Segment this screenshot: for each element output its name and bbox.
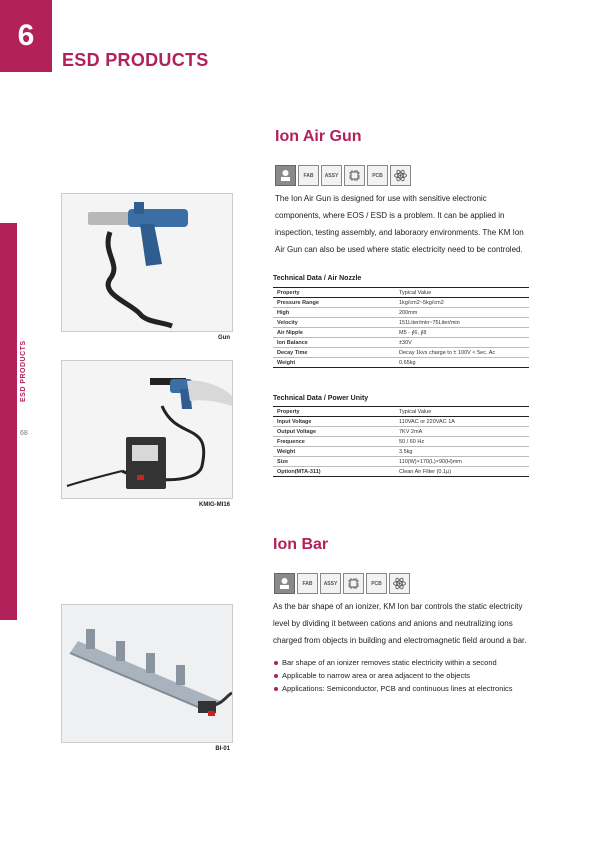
ion-bar-description: As the bar shape of an ionizer, KM Ion bar controls the static electricity level by dividing it between cations and anions and neutralizing ions charged from objects in building and electromagnetic field around a bar. <box>273 602 527 645</box>
table-header-cell: Property <box>273 407 395 417</box>
table-row <box>273 348 529 358</box>
table-header-cell: Property <box>273 288 395 298</box>
ion-air-gun-description: The Ion Air Gun is designed for use with sensitive electronic components, where EOS / ESD is a problem. It can be applied in inspection, testing assembly, and laboraory environments. The KM Ion Air Gun can also be used where static electricity need to be controled. <box>275 194 524 254</box>
section-title: ESD PRODUCTS <box>62 50 209 70</box>
table-cell: Output Voltage <box>273 427 395 437</box>
table-cell: 200mm <box>395 308 529 318</box>
assy-icon: ASSY <box>321 165 342 186</box>
table-cell: Option(MTA-311) <box>273 467 395 477</box>
list-item: Bar shape of an ionizer removes static electricity within a second <box>273 656 543 669</box>
atom-icon <box>390 165 411 186</box>
table-cell: Input Voltage <box>273 417 395 427</box>
table-row <box>273 427 529 437</box>
table-row <box>273 417 529 427</box>
table-cell: Weight <box>273 447 395 457</box>
table-row <box>273 318 529 328</box>
air-nozzle-table-title: Technical Data / Air Nozzle <box>273 275 362 282</box>
table-header-cell: Typical Value <box>395 288 529 298</box>
atom-icon <box>389 573 410 594</box>
table-row <box>273 328 529 338</box>
table-cell: Decay 1kvs charge to ± 100V < 5ec. Ac <box>395 348 529 358</box>
table-cell: 50 / 60 Hz <box>395 437 529 447</box>
table-cell: 0.65kg <box>395 358 529 368</box>
cleanroom-icon <box>275 165 296 186</box>
table-cell: ±30V <box>395 338 529 348</box>
table-cell: Decay Time <box>273 348 395 358</box>
fab-icon: FAB <box>297 573 318 594</box>
power-unity-table <box>273 406 529 477</box>
table-cell: Weight <box>273 358 395 368</box>
photo-caption-bi01: BI-01 <box>215 746 230 752</box>
side-accent-bar <box>0 223 17 620</box>
ion-air-gun-photo <box>61 193 233 332</box>
page-number: 68 <box>20 430 28 437</box>
photo-caption-gun: Gun <box>218 335 230 341</box>
table-cell: Clean Air Filter (0.1μ) <box>395 467 529 477</box>
table-cell: Pressure Range <box>273 298 395 308</box>
assy-icon: ASSY <box>320 573 341 594</box>
pcb-icon: PCB <box>366 573 387 594</box>
fab-icon: FAB <box>298 165 319 186</box>
chip-icon <box>344 165 365 186</box>
table-row <box>273 457 529 467</box>
photo-caption-kmig: KMIG-MI16 <box>198 502 230 508</box>
chapter-number-tab: 6 <box>0 0 52 72</box>
table-row <box>273 437 529 447</box>
table-header-row <box>273 407 529 417</box>
cleanroom-icon <box>274 573 295 594</box>
list-item: Applications: Semiconductor, PCB and continuous lines at electronics <box>273 682 543 695</box>
table-cell: Size <box>273 457 395 467</box>
table-row <box>273 308 529 318</box>
table-cell: Ion Balance <box>273 338 395 348</box>
table-cell: 110(W)×170(L)×90(H)mm <box>395 457 529 467</box>
table-cell: 3.5kg <box>395 447 529 457</box>
power-unity-table-title: Technical Data / Power Unity <box>273 395 369 402</box>
air-nozzle-table <box>273 287 529 368</box>
table-cell: 110VAC or 220VAC 1A <box>395 417 529 427</box>
ion-air-gun-cert-icons <box>275 165 411 186</box>
table-cell: High <box>273 308 395 318</box>
side-section-label: ESD PRODUCTS <box>20 340 27 402</box>
ion-bar-photo <box>61 604 233 743</box>
ion-air-gun-kit-photo <box>61 360 233 499</box>
table-header-cell: Typical Value <box>395 407 529 417</box>
table-row <box>273 338 529 348</box>
table-cell: M5 · ∮6, ∮8 <box>395 328 529 338</box>
ion-bar-title: Ion Bar <box>273 536 329 553</box>
table-row <box>273 298 529 308</box>
table-cell: Frequence <box>273 437 395 447</box>
table-row <box>273 358 529 368</box>
table-cell: 1kg/cm2~5kg/cm2 <box>395 298 529 308</box>
ion-bar-cert-icons <box>274 573 410 594</box>
table-header-row <box>273 288 529 298</box>
list-item: Applicable to narrow area or area adjacent to the objects <box>273 669 543 682</box>
ion-air-gun-title: Ion Air Gun <box>275 128 362 145</box>
table-row <box>273 447 529 457</box>
table-row <box>273 467 529 477</box>
table-cell: Velocity <box>273 318 395 328</box>
pcb-icon: PCB <box>367 165 388 186</box>
table-cell: Air Nipple <box>273 328 395 338</box>
chip-icon <box>343 573 364 594</box>
table-cell: 7KV 2mA <box>395 427 529 437</box>
table-cell: 151Liter/min~75Liter/min <box>395 318 529 328</box>
ion-bar-feature-list <box>273 656 543 695</box>
